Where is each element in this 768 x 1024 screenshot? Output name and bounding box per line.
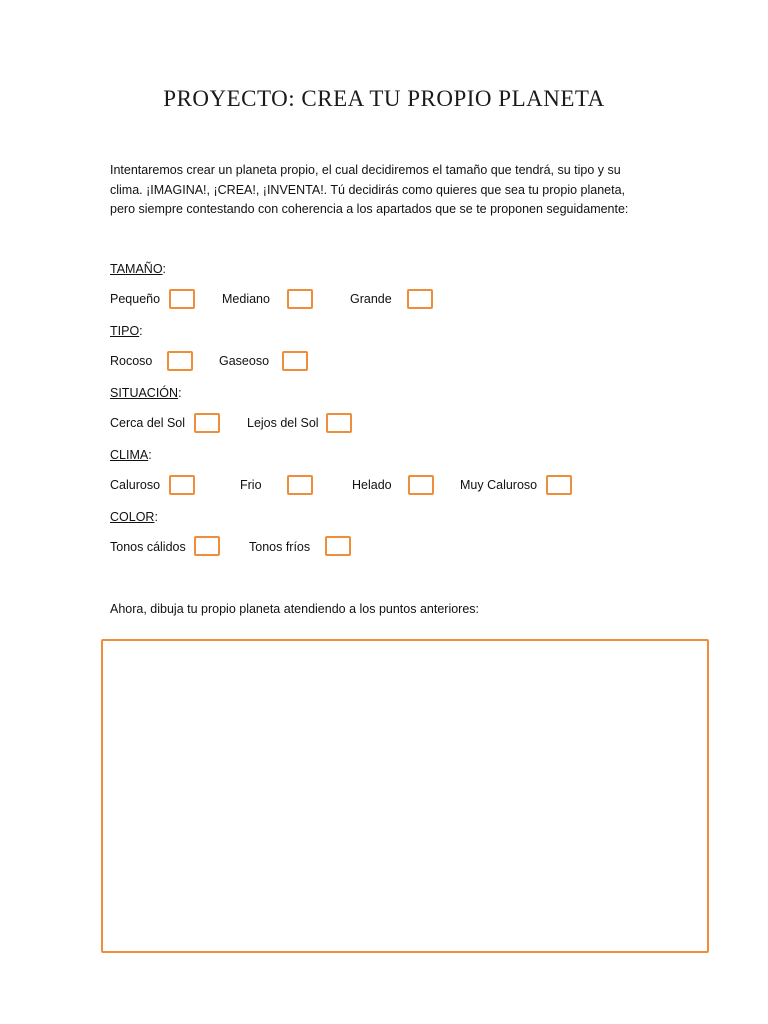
section-heading-situacion: SITUACIÓN: bbox=[110, 386, 182, 400]
checkbox-mediano[interactable] bbox=[287, 289, 313, 309]
checkbox-frio[interactable] bbox=[287, 475, 313, 495]
option-label-caluroso: Caluroso bbox=[110, 478, 161, 492]
checkbox-muy-caluroso[interactable] bbox=[546, 475, 572, 495]
checkbox-helado[interactable] bbox=[408, 475, 434, 495]
checkbox-rocoso[interactable] bbox=[167, 351, 193, 371]
option-label-helado: Helado bbox=[352, 478, 392, 492]
draw-prompt: Ahora, dibuja tu propio planeta atendiendo a los puntos anteriores: bbox=[110, 602, 480, 616]
option-label-lejos-del-sol: Lejos del Sol bbox=[247, 416, 319, 430]
option-label-rocoso: Rocoso bbox=[110, 354, 153, 368]
option-label-gaseoso: Gaseoso bbox=[219, 354, 270, 368]
intro-line: pero siempre contestando con coherencia a los apartados que se te proponen seguidamente: bbox=[110, 202, 629, 216]
drawing-area[interactable] bbox=[101, 639, 709, 953]
checkbox-pequeno[interactable] bbox=[169, 289, 195, 309]
intro-line: clima. ¡IMAGINA!, ¡CREA!, ¡INVENTA!. Tú decidirás como quieres que sea tu propio planeta, bbox=[110, 182, 626, 197]
option-label-frio: Frio bbox=[240, 478, 262, 492]
checkbox-tonos-frios[interactable] bbox=[325, 536, 351, 556]
section-heading-tipo: TIPO: bbox=[110, 324, 143, 338]
option-label-cerca-del-sol: Cerca del Sol bbox=[110, 416, 186, 430]
intro-paragraph bbox=[110, 161, 670, 220]
option-label-muy-caluroso: Muy Caluroso bbox=[460, 478, 538, 492]
checkbox-caluroso[interactable] bbox=[169, 475, 195, 495]
option-label-tonos-frios: Tonos fríos bbox=[249, 540, 311, 554]
option-label-grande: Grande bbox=[350, 292, 392, 306]
section-heading-color: COLOR: bbox=[110, 510, 158, 524]
page-title: PROYECTO: CREA TU PROPIO PLANETA bbox=[163, 86, 605, 111]
intro-line: Intentaremos crear un planeta propio, el cual decidiremos el tamaño que tendrá, su tipo y su bbox=[110, 163, 621, 177]
option-label-tonos-calidos: Tonos cálidos bbox=[110, 540, 186, 554]
checkbox-lejos-del-sol[interactable] bbox=[326, 413, 352, 433]
section-heading-tamano: TAMAÑO: bbox=[110, 262, 167, 276]
option-label-pequeno: Pequeño bbox=[110, 292, 161, 306]
checkbox-grande[interactable] bbox=[407, 289, 433, 309]
option-label-mediano: Mediano bbox=[222, 292, 270, 306]
checkbox-tonos-calidos[interactable] bbox=[194, 536, 220, 556]
section-heading-clima: CLIMA: bbox=[110, 448, 152, 462]
checkbox-cerca-del-sol[interactable] bbox=[194, 413, 220, 433]
checkbox-gaseoso[interactable] bbox=[282, 351, 308, 371]
